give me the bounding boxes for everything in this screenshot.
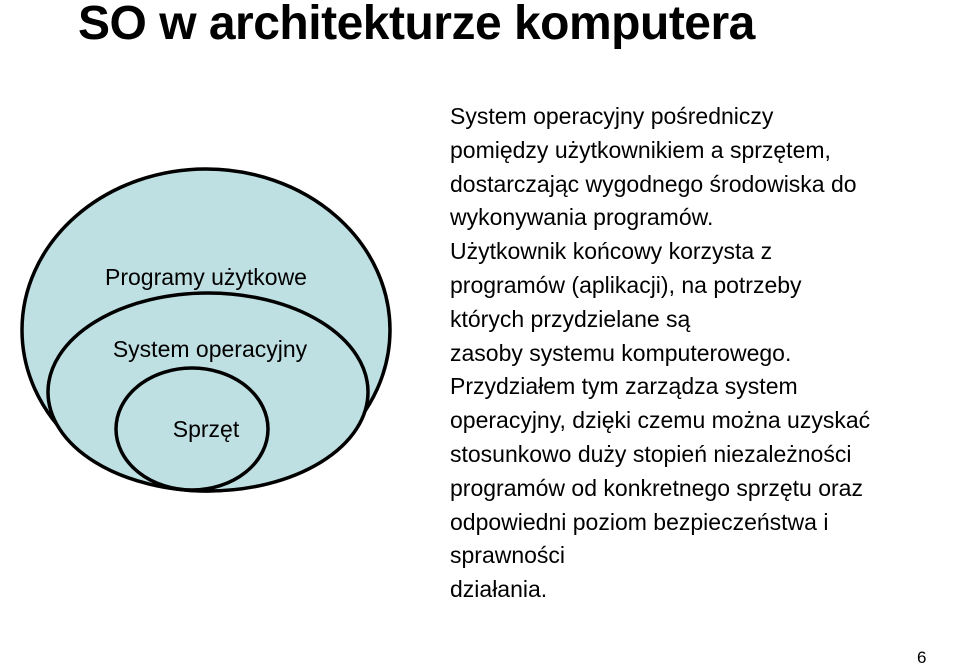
body-line: System operacyjny pośredniczy (450, 103, 774, 129)
label-programs: Programy użytkowe (105, 264, 307, 290)
label-hardware: Sprzęt (172, 416, 240, 442)
slide-title: SO w architekturze komputera (78, 0, 755, 50)
body-line: programów od konkretnego sprzętu oraz (450, 474, 863, 501)
body-line: odpowiedni poziom bezpieczeństwa i (450, 508, 829, 535)
body-line: Przydziałem tym zarządza system (450, 373, 798, 400)
body-line: operacyjny, dzięki czemu można uzyskać (450, 407, 871, 434)
body-line: działania. (450, 576, 548, 603)
body-line: dostarczając wygodnego środowiska do (450, 170, 857, 197)
body-line: sprawności (450, 542, 566, 569)
layer-diagram (0, 0, 440, 520)
body-line: pomiędzy użytkownikiem a sprzętem, (450, 136, 831, 163)
label-os: System operacyjny (112, 336, 308, 362)
body-line: programów (aplikacji), na potrzeby (450, 271, 802, 298)
page-number: 6 (917, 648, 927, 667)
body-line: wykonywania programów. (450, 204, 714, 231)
body-line: Użytkownik końcowy korzysta z (450, 238, 773, 265)
body-line: zasoby systemu komputerowego. (450, 339, 792, 366)
body-line: stosunkowo duży stopień niezależności (450, 440, 852, 467)
body-text (450, 100, 960, 607)
body-line: których przydzielane są (450, 305, 691, 332)
